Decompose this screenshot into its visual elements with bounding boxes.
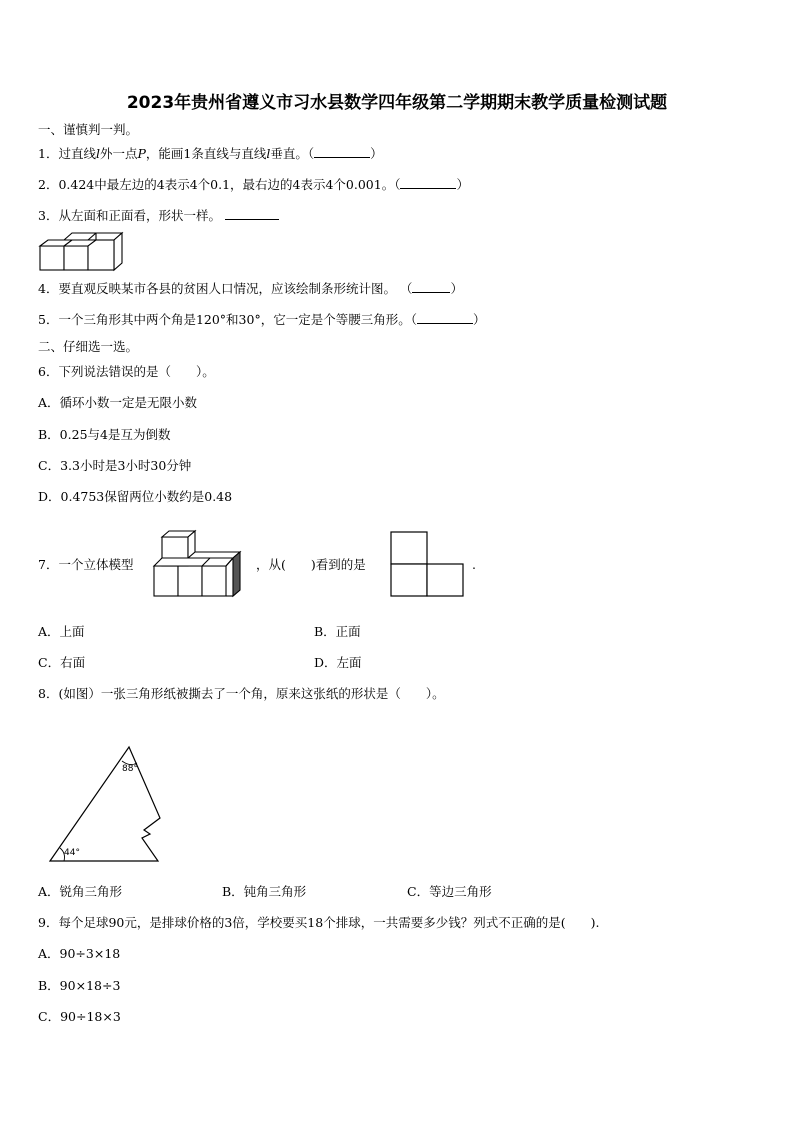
- question-5: [38, 312, 485, 328]
- question-6-option-b[interactable]: B．0.25与4是互为倒数: [38, 427, 171, 442]
- question-2-text: 2．0.424中最左边的4表示4个0.1，最右边的4表示4个0.001。（: [38, 177, 401, 192]
- question-1-text: 1．过直线𝑙外一点𝑃，能画1条直线与直线𝑙垂直。（: [38, 146, 315, 161]
- question-6-stem: 6．下列说法错误的是（ ）。: [38, 364, 215, 379]
- section-2-heading: 二、仔细选一选。: [38, 339, 139, 354]
- question-9-option-a[interactable]: A．90÷3×18: [38, 946, 121, 961]
- answer-blank-3[interactable]: [225, 219, 279, 220]
- page-title: 2023年贵州省遵义市习水县数学四年级第二学期期末教学质量检测试题: [126, 93, 668, 113]
- question-9-option-b[interactable]: B．90×18÷3: [38, 978, 121, 993]
- answer-blank-2[interactable]: [400, 188, 456, 189]
- question-2-close: ）: [456, 177, 469, 192]
- question-4: [38, 281, 463, 297]
- question-7-option-c[interactable]: C．右面: [38, 655, 86, 670]
- question-7-option-d[interactable]: D．左面: [314, 655, 362, 670]
- question-2: [38, 177, 469, 193]
- question-9-stem: 9．每个足球90元，是排球价格的3倍，学校要买18个排球，一共需要多少钱？列式不正确的是( ).: [38, 915, 600, 930]
- answer-blank-1[interactable]: [314, 157, 370, 158]
- question-8-stem: 8．(如图）一张三角形纸被撕去了一个角，原来这张纸的形状是（ ）。: [38, 686, 445, 701]
- question-7-option-b[interactable]: B．正面: [314, 624, 361, 639]
- section-1-heading: 一、谨慎判一判。: [38, 122, 139, 137]
- question-9-option-c[interactable]: C．90÷18×3: [38, 1009, 121, 1024]
- view-shape-figure: [390, 531, 464, 597]
- question-6-option-d[interactable]: D．0.4753保留两位小数约是0.48: [38, 489, 233, 504]
- question-8-option-c[interactable]: C．等边三角形: [407, 884, 492, 899]
- answer-blank-4[interactable]: [412, 292, 450, 293]
- question-3-text: 3．从左面和正面看，形状一样。: [38, 208, 221, 223]
- question-7-stem-c: .: [472, 557, 476, 572]
- question-4-text: 4．要直观反映某市各县的贫困人口情况，应该绘制条形统计图。 （: [38, 281, 413, 296]
- question-5-text: 5．一个三角形其中两个角是120°和30°，它一定是个等腰三角形。（: [38, 312, 417, 327]
- question-3: [38, 208, 279, 224]
- angle-label-44: 44°: [64, 848, 80, 858]
- question-1: [38, 146, 383, 162]
- cube-row-figure: [40, 232, 126, 272]
- question-6-option-a[interactable]: A．循环小数一定是无限小数: [38, 395, 198, 410]
- question-8-option-b[interactable]: B．钝角三角形: [222, 884, 307, 899]
- angle-label-88: 88°: [122, 764, 138, 774]
- question-7-stem-a: 7．一个立体模型: [38, 557, 134, 572]
- answer-blank-5[interactable]: [417, 323, 473, 324]
- question-8-option-a[interactable]: A．锐角三角形: [38, 884, 123, 899]
- solid-model-figure: [152, 530, 244, 598]
- question-6-option-c[interactable]: C．3.3小时是3小时30分钟: [38, 458, 192, 473]
- question-7-option-a[interactable]: A．上面: [38, 624, 85, 639]
- question-5-close: ）: [472, 312, 486, 327]
- question-7-stem-b: ，从( )看到的是: [256, 557, 366, 572]
- question-4-close: ）: [450, 281, 463, 296]
- question-1-close: ）: [370, 146, 383, 161]
